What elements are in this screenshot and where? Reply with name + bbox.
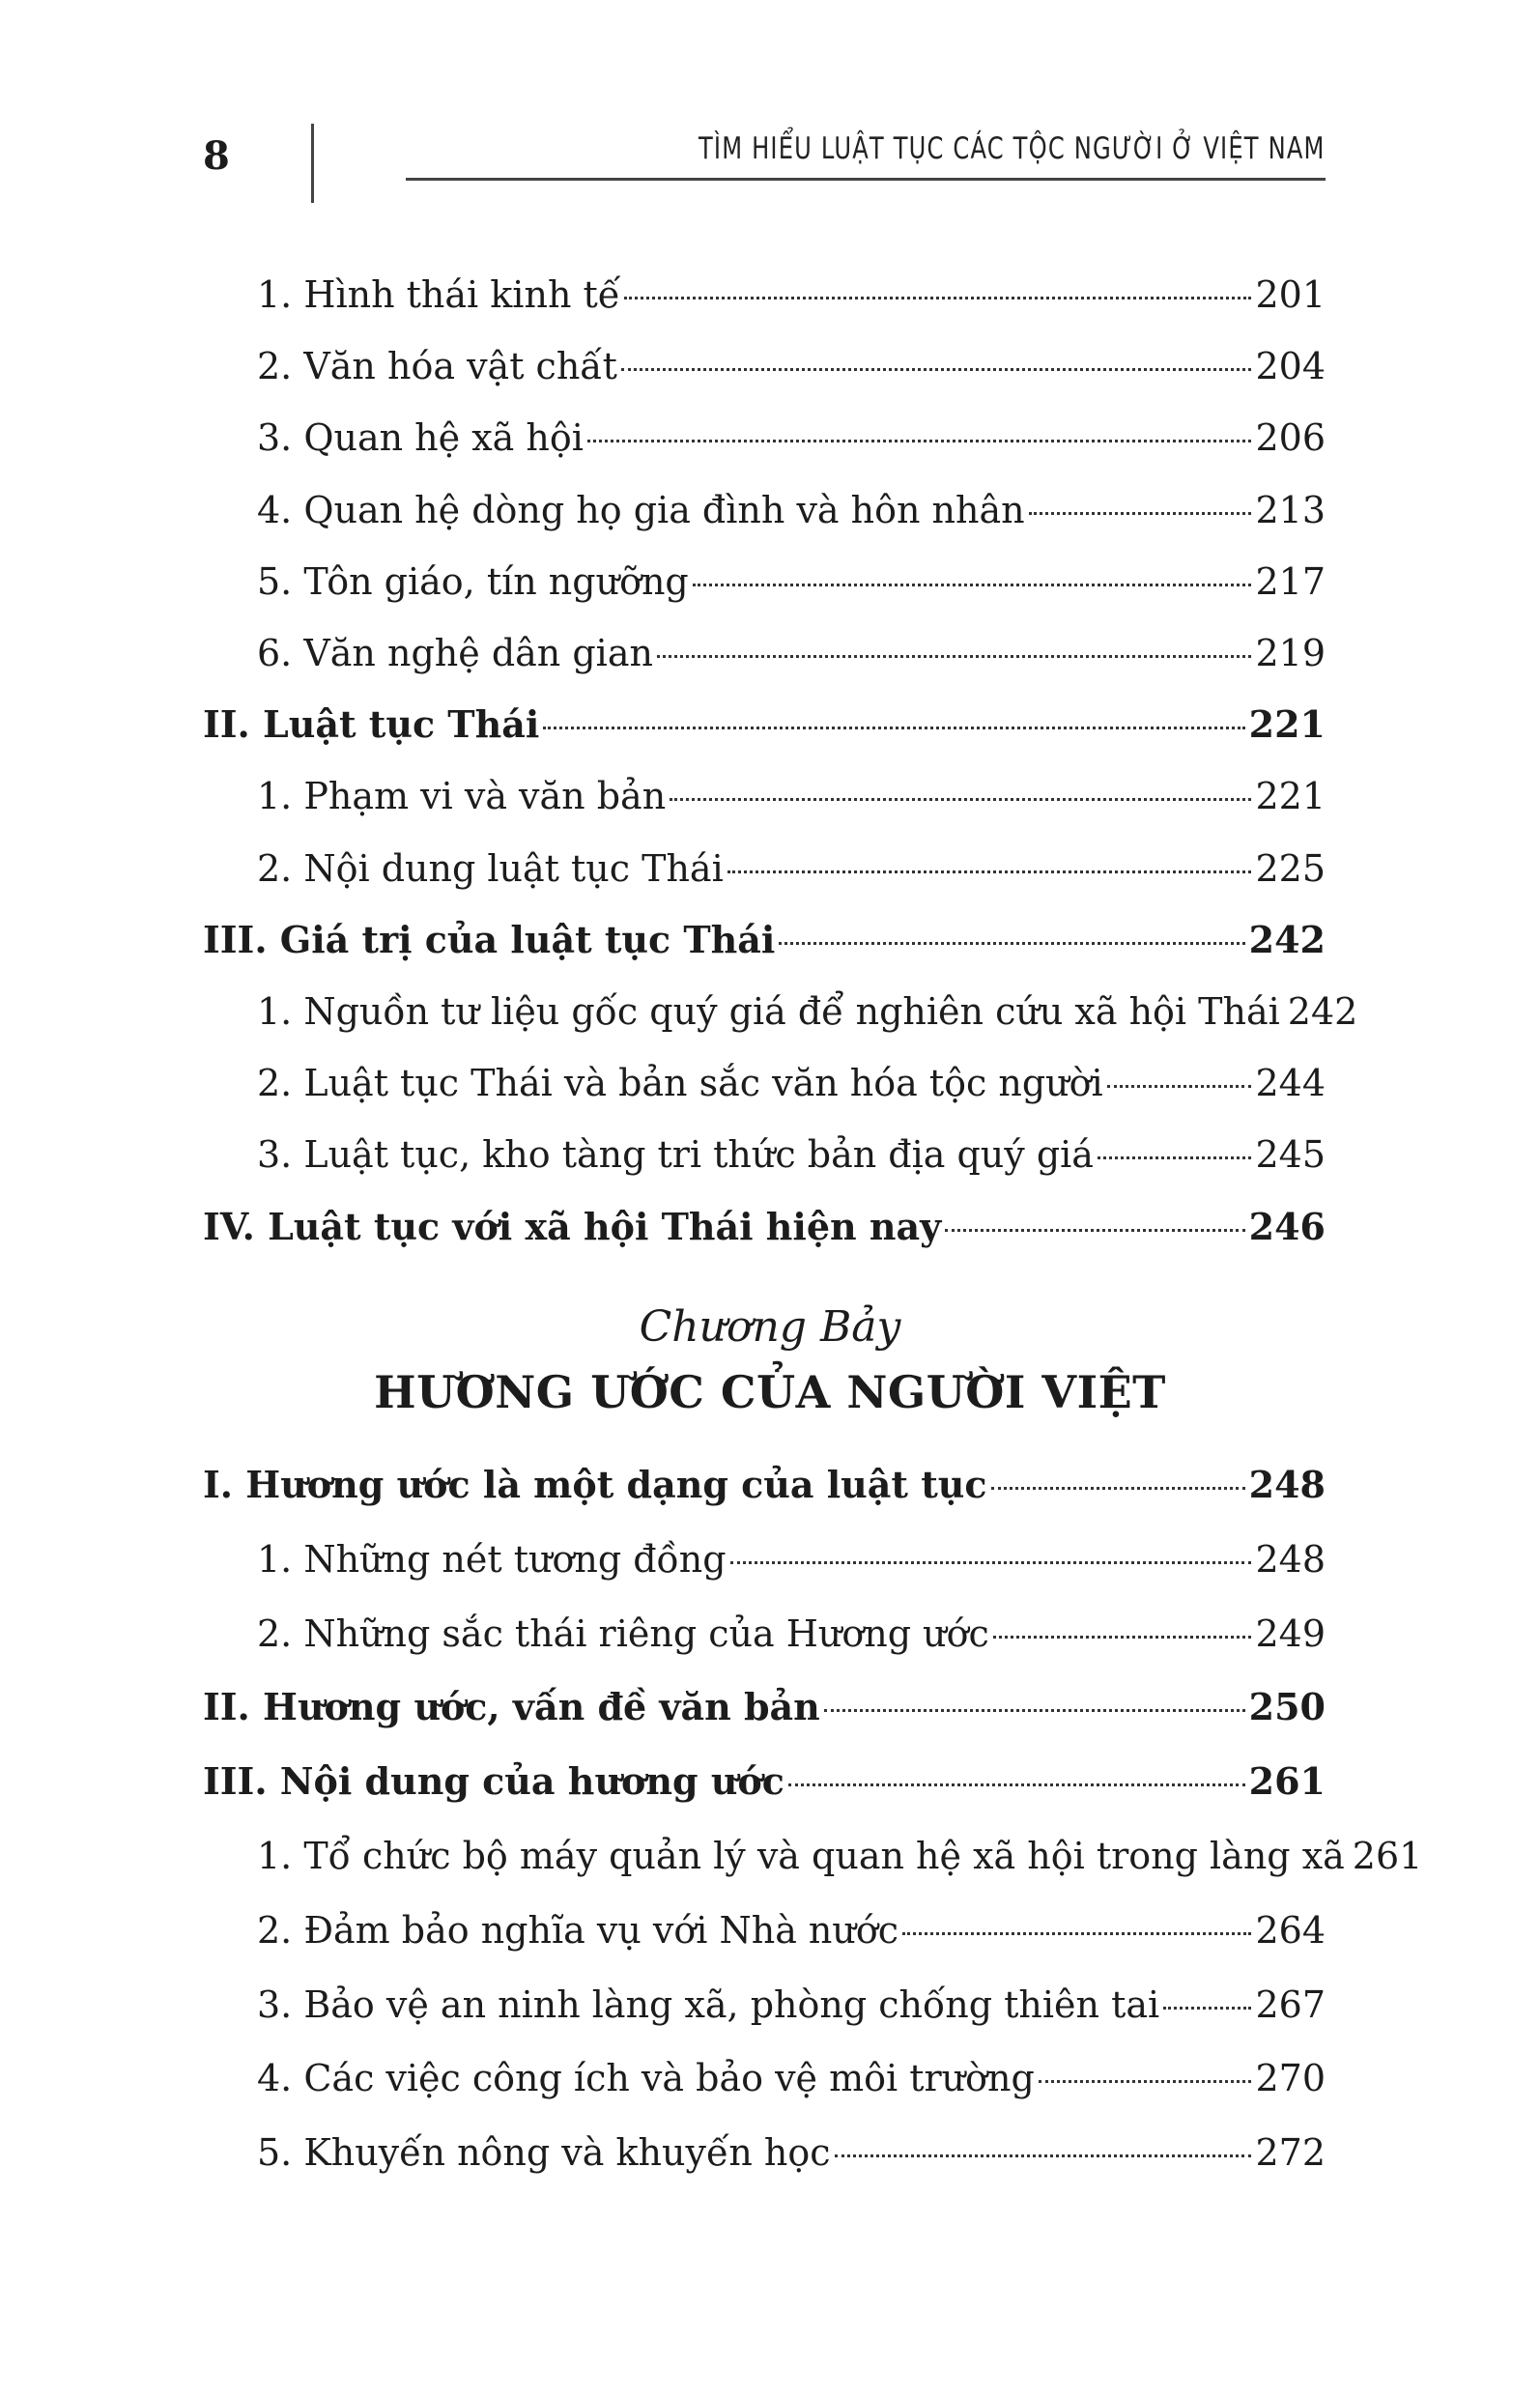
toc-entry-label: 1. Hình thái kinh tế [257,273,621,316]
toc-entry [203,1683,1326,1731]
toc-dot-leader [1039,2080,1252,2083]
toc-entry [257,342,1326,390]
toc-entry [257,987,1358,1036]
toc-entry-page: 244 [1255,1062,1326,1105]
toc-entry-label: 3. Luật tục, kho tàng tri thức bản địa quý giá [257,1133,1094,1177]
header-divider [311,124,314,203]
toc-entry [257,1059,1326,1107]
toc-entry-label: 2. Luật tục Thái và bản sắc văn hóa tộc người [257,1062,1103,1105]
toc-dot-leader [657,655,1252,658]
toc-entry [257,1535,1326,1583]
toc-entry [257,414,1326,462]
toc-dot-leader [991,1487,1245,1490]
running-title: TÌM HIỂU LUẬT TỤC CÁC TỘC NGƯỜI Ở VIỆT NAM [699,131,1326,166]
toc-entry [257,772,1326,820]
toc-entry [203,916,1326,964]
toc-entry-label: II. Luật tục Thái [203,702,540,747]
toc-entry-page: 248 [1248,1463,1326,1506]
page-number: 8 [203,133,230,179]
toc-dot-leader [670,798,1251,801]
toc-dot-leader [835,2154,1252,2157]
toc-entry-label: 3. Bảo vệ an ninh làng xã, phòng chống thiên tai [257,1982,1160,2026]
toc-entry-page: 221 [1255,775,1326,818]
toc-dot-leader [1029,512,1252,515]
toc-entry-label: 2. Đảm bảo nghĩa vụ với Nhà nước [257,1908,899,1952]
toc-entry-page: 245 [1255,1133,1326,1177]
toc-dot-leader [788,1783,1245,1786]
toc-entry-label: 2. Văn hóa vật chất [257,345,617,388]
toc-dot-leader [779,942,1244,945]
toc-entry-page: 261 [1248,1759,1326,1804]
toc-entry-page: 249 [1255,1612,1326,1655]
toc-entry [257,1906,1326,1954]
toc-entry [203,1203,1326,1251]
toc-entry-page: 267 [1255,1982,1326,2026]
toc-dot-leader [730,1561,1252,1564]
toc-entry-page: 264 [1255,1908,1326,1952]
header-rule [406,178,1326,181]
toc-entry [203,700,1326,749]
toc-entry [257,2128,1326,2177]
toc-entry [257,271,1326,319]
toc-entry-label: III. Nội dung của hương ước [203,1759,784,1804]
toc-dot-leader [945,1229,1244,1232]
toc-entry [257,1610,1326,1658]
toc-entry-page: 213 [1255,488,1326,531]
toc-entry-page: 261 [1352,1835,1423,1877]
toc-entry-label: 5. Khuyến nông và khuyến học [257,2131,831,2175]
toc-entry-label: 1. Những nét tương đồng [257,1537,727,1581]
toc-entry-label: 2. Nội dung luật tục Thái [257,846,724,890]
toc-entry-page: 272 [1255,2131,1326,2175]
toc-entry-page: 204 [1255,345,1326,388]
toc-entry-page: 246 [1248,1204,1326,1248]
toc-entry-label: I. Hương ước là một dạng của luật tục [203,1463,987,1506]
toc-dot-leader [543,727,1244,729]
chapter-title: HƯƠNG ƯỚC CỦA NGƯỜI VIỆT [374,1366,1166,1418]
toc-entry-page: 201 [1255,273,1326,316]
toc-dot-leader [621,368,1252,371]
toc-entry [203,1461,1326,1509]
toc-entry-page: 242 [1287,990,1358,1033]
toc-dot-leader [693,584,1252,586]
toc-entry-page: 270 [1255,2057,1326,2100]
toc-entry-label: III. Giá trị của luật tục Thái [203,917,776,961]
toc-entry-label: 4. Quan hệ dòng họ gia đình và hôn nhân [257,488,1025,531]
toc-dot-leader [993,1636,1252,1639]
toc-entry-page: 225 [1255,846,1326,890]
toc-entry-page: 248 [1255,1537,1326,1581]
toc-entry-label: 2. Những sắc thái riêng của Hương ước [257,1612,989,1655]
toc-dot-leader [1107,1085,1252,1088]
toc-entry-label: 4. Các việc công ích và bảo vệ môi trường [257,2057,1035,2100]
toc-dot-leader [824,1709,1245,1712]
toc-entry [257,486,1326,534]
toc-entry-label: 1. Nguồn tư liệu gốc quý giá để nghiên cứu xã hội Thái [257,990,1280,1033]
toc-entry [257,1832,1423,1880]
toc-entry-page: 242 [1248,917,1326,961]
toc-entry [257,1981,1326,2029]
toc-entry [203,1757,1326,1806]
toc-entry [257,2054,1326,2102]
chapter-label: Chương Bảy [639,1302,901,1352]
toc-entry-page: 250 [1248,1685,1326,1729]
toc-entry-page: 206 [1255,416,1326,460]
toc-entry-label: 3. Quan hệ xã hội [257,416,584,460]
toc-entry-page: 219 [1255,632,1326,674]
toc-entry-label: II. Hương ước, vấn đề văn bản [203,1685,820,1729]
toc-entry [257,557,1326,606]
toc-dot-leader [587,440,1252,442]
toc-entry [257,1130,1326,1179]
toc-entry-label: 1. Phạm vi và văn bản [257,775,667,818]
toc-entry-label: 6. Văn nghệ dân gian [257,632,653,674]
toc-entry [257,629,1326,677]
toc-entry-page: 221 [1248,702,1326,747]
toc-entry-page: 217 [1255,559,1326,603]
toc-dot-leader [624,297,1251,300]
toc-dot-leader [727,870,1252,873]
toc-entry-label: 5. Tôn giáo, tín ngưỡng [257,559,689,603]
toc-dot-leader [1163,2007,1251,2010]
toc-entry-label: 1. Tổ chức bộ máy quản lý và quan hệ xã hội trong làng xã [257,1835,1345,1877]
toc-dot-leader [1098,1156,1252,1159]
toc-entry-label: IV. Luật tục với xã hội Thái hiện nay [203,1204,942,1248]
toc-dot-leader [902,1932,1251,1935]
toc-entry [257,844,1326,893]
